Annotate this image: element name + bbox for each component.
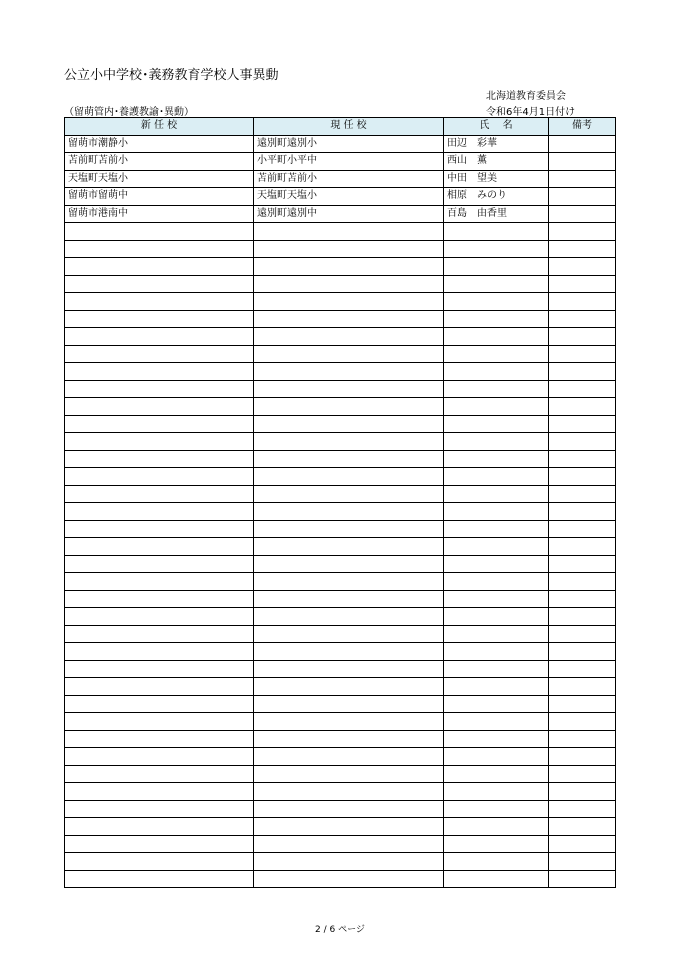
new-school-cell [65, 485, 254, 503]
new-school-cell [65, 258, 254, 276]
current-school-cell [254, 538, 444, 556]
table-row [65, 678, 616, 696]
remarks-cell [549, 153, 616, 171]
name-cell [444, 520, 549, 538]
table-row [65, 188, 616, 206]
remarks-cell [549, 660, 616, 678]
remarks-cell [549, 468, 616, 486]
name-cell [444, 695, 549, 713]
current-school-cell: 苫前町苫前小 [254, 170, 444, 188]
name-cell [444, 730, 549, 748]
new-school-cell [65, 730, 254, 748]
remarks-cell [549, 730, 616, 748]
new-school-cell [65, 345, 254, 363]
header-new-school: 新 任 校 [65, 118, 254, 136]
table-row [65, 765, 616, 783]
name-cell [444, 678, 549, 696]
remarks-cell [549, 625, 616, 643]
name-cell [444, 240, 549, 258]
current-school-cell [254, 853, 444, 871]
new-school-cell: 苫前町苫前小 [65, 153, 254, 171]
remarks-cell [549, 328, 616, 346]
remarks-cell [549, 590, 616, 608]
table-row [65, 748, 616, 766]
name-cell [444, 555, 549, 573]
page-number: 2 / 6 ページ [315, 925, 365, 935]
remarks-cell [549, 345, 616, 363]
name-cell [444, 748, 549, 766]
name-cell [444, 818, 549, 836]
table-row [65, 415, 616, 433]
table-row [65, 818, 616, 836]
new-school-cell [65, 660, 254, 678]
table-row [65, 433, 616, 451]
table-row [65, 328, 616, 346]
name-cell [444, 765, 549, 783]
remarks-cell [549, 293, 616, 311]
new-school-cell [65, 555, 254, 573]
new-school-cell [65, 818, 254, 836]
current-school-cell [254, 503, 444, 521]
name-cell [444, 835, 549, 853]
current-school-cell [254, 555, 444, 573]
remarks-cell [549, 765, 616, 783]
table-row [65, 310, 616, 328]
new-school-cell [65, 783, 254, 801]
name-cell [444, 625, 549, 643]
name-cell [444, 345, 549, 363]
current-school-cell [254, 345, 444, 363]
remarks-cell [549, 223, 616, 241]
remarks-cell [549, 450, 616, 468]
new-school-cell [65, 380, 254, 398]
new-school-cell [65, 748, 254, 766]
remarks-cell [549, 363, 616, 381]
table-row [65, 380, 616, 398]
current-school-cell [254, 468, 444, 486]
new-school-cell [65, 240, 254, 258]
remarks-cell [549, 678, 616, 696]
current-school-cell [254, 573, 444, 591]
remarks-cell [549, 275, 616, 293]
remarks-cell [549, 205, 616, 223]
new-school-cell [65, 538, 254, 556]
name-cell [444, 468, 549, 486]
name-cell: 百島 由香里 [444, 205, 549, 223]
name-cell [444, 293, 549, 311]
current-school-cell [254, 293, 444, 311]
remarks-cell [549, 695, 616, 713]
new-school-cell [65, 608, 254, 626]
name-cell [444, 363, 549, 381]
current-school-cell: 小平町小平中 [254, 153, 444, 171]
new-school-cell [65, 328, 254, 346]
remarks-cell [549, 135, 616, 153]
current-school-cell [254, 275, 444, 293]
new-school-cell [65, 713, 254, 731]
current-school-cell [254, 730, 444, 748]
name-cell: 中田 望美 [444, 170, 549, 188]
name-cell: 西山 薫 [444, 153, 549, 171]
table-header-row [65, 118, 616, 136]
new-school-cell [65, 643, 254, 661]
new-school-cell [65, 310, 254, 328]
new-school-cell [65, 415, 254, 433]
new-school-cell: 留萌市潮静小 [65, 135, 254, 153]
remarks-cell [549, 748, 616, 766]
remarks-cell [549, 713, 616, 731]
table-row [65, 485, 616, 503]
table-row [65, 853, 616, 871]
name-cell [444, 223, 549, 241]
name-cell [444, 713, 549, 731]
remarks-cell [549, 520, 616, 538]
table-row [65, 275, 616, 293]
remarks-cell [549, 380, 616, 398]
remarks-cell [549, 555, 616, 573]
remarks-cell [549, 503, 616, 521]
table-row [65, 345, 616, 363]
current-school-cell [254, 258, 444, 276]
new-school-cell [65, 590, 254, 608]
table-row [65, 258, 616, 276]
table-row [65, 223, 616, 241]
current-school-cell [254, 783, 444, 801]
name-cell [444, 538, 549, 556]
remarks-cell [549, 870, 616, 888]
new-school-cell [65, 468, 254, 486]
header-current-school: 現 任 校 [254, 118, 444, 136]
table-row [65, 293, 616, 311]
new-school-cell [65, 275, 254, 293]
remarks-cell [549, 310, 616, 328]
remarks-cell [549, 608, 616, 626]
table-row [65, 398, 616, 416]
current-school-cell [254, 520, 444, 538]
name-cell: 田辺 彩華 [444, 135, 549, 153]
current-school-cell [254, 800, 444, 818]
table-row [65, 695, 616, 713]
table-row [65, 870, 616, 888]
table-row [65, 608, 616, 626]
new-school-cell [65, 800, 254, 818]
name-cell [444, 380, 549, 398]
name-cell [444, 328, 549, 346]
name-cell [444, 450, 549, 468]
new-school-cell [65, 573, 254, 591]
current-school-cell [254, 870, 444, 888]
header-remarks: 備考 [549, 118, 616, 136]
current-school-cell [254, 608, 444, 626]
remarks-cell [549, 240, 616, 258]
current-school-cell [254, 835, 444, 853]
current-school-cell [254, 363, 444, 381]
name-cell [444, 643, 549, 661]
remarks-cell [549, 643, 616, 661]
table-row [65, 205, 616, 223]
table-row [65, 503, 616, 521]
current-school-cell [254, 678, 444, 696]
name-cell [444, 433, 549, 451]
name-cell [444, 258, 549, 276]
remarks-cell [549, 258, 616, 276]
new-school-cell [65, 678, 254, 696]
current-school-cell [254, 765, 444, 783]
new-school-cell [65, 223, 254, 241]
name-cell [444, 275, 549, 293]
table-row [65, 170, 616, 188]
table-row [65, 643, 616, 661]
table-body [65, 135, 616, 888]
new-school-cell [65, 625, 254, 643]
current-school-cell [254, 380, 444, 398]
issuer-name: 北海道教育委員会 [486, 91, 566, 102]
new-school-cell [65, 503, 254, 521]
table-row [65, 573, 616, 591]
current-school-cell [254, 660, 444, 678]
name-cell [444, 590, 549, 608]
remarks-cell [549, 800, 616, 818]
current-school-cell [254, 748, 444, 766]
name-cell [444, 485, 549, 503]
header-name: 氏 名 [444, 118, 549, 136]
remarks-cell [549, 415, 616, 433]
current-school-cell [254, 398, 444, 416]
table-row [65, 240, 616, 258]
new-school-cell [65, 293, 254, 311]
new-school-cell [65, 450, 254, 468]
name-cell [444, 310, 549, 328]
name-cell [444, 573, 549, 591]
new-school-cell: 天塩町天塩小 [65, 170, 254, 188]
current-school-cell [254, 818, 444, 836]
current-school-cell: 天塩町天塩小 [254, 188, 444, 206]
current-school-cell [254, 713, 444, 731]
current-school-cell [254, 328, 444, 346]
table-row [65, 660, 616, 678]
remarks-cell [549, 188, 616, 206]
document-title: 公立小中学校･義務教育学校人事異動 [64, 68, 279, 83]
remarks-cell [549, 433, 616, 451]
table-row [65, 730, 616, 748]
name-cell [444, 783, 549, 801]
current-school-cell [254, 590, 444, 608]
document-subtitle: （留萌管内･養護教諭･異動） [64, 107, 194, 118]
table-row [65, 783, 616, 801]
current-school-cell [254, 695, 444, 713]
table-row [65, 450, 616, 468]
table-row [65, 468, 616, 486]
name-cell [444, 870, 549, 888]
remarks-cell [549, 398, 616, 416]
table-row [65, 800, 616, 818]
new-school-cell [65, 695, 254, 713]
name-cell [444, 398, 549, 416]
current-school-cell [254, 310, 444, 328]
table-row [65, 135, 616, 153]
table-row [65, 713, 616, 731]
new-school-cell [65, 398, 254, 416]
name-cell [444, 608, 549, 626]
table-row [65, 520, 616, 538]
new-school-cell [65, 870, 254, 888]
current-school-cell [254, 433, 444, 451]
name-cell [444, 503, 549, 521]
current-school-cell [254, 450, 444, 468]
remarks-cell [549, 783, 616, 801]
current-school-cell: 遠別町遠別小 [254, 135, 444, 153]
name-cell [444, 415, 549, 433]
new-school-cell [65, 363, 254, 381]
table-row [65, 538, 616, 556]
new-school-cell [65, 835, 254, 853]
remarks-cell [549, 835, 616, 853]
current-school-cell: 遠別町遠別中 [254, 205, 444, 223]
remarks-cell [549, 573, 616, 591]
remarks-cell [549, 485, 616, 503]
table-row [65, 153, 616, 171]
transfer-table [64, 117, 616, 888]
name-cell [444, 800, 549, 818]
new-school-cell: 留萌市留萌中 [65, 188, 254, 206]
current-school-cell [254, 625, 444, 643]
name-cell: 相原 みのり [444, 188, 549, 206]
current-school-cell [254, 485, 444, 503]
current-school-cell [254, 223, 444, 241]
current-school-cell [254, 643, 444, 661]
name-cell [444, 660, 549, 678]
current-school-cell [254, 240, 444, 258]
remarks-cell [549, 170, 616, 188]
remarks-cell [549, 818, 616, 836]
name-cell [444, 853, 549, 871]
new-school-cell [65, 433, 254, 451]
table-row [65, 363, 616, 381]
table-row [65, 590, 616, 608]
table-row [65, 625, 616, 643]
new-school-cell [65, 765, 254, 783]
effective-date: 令和6年4月1日付け [486, 107, 576, 118]
table-row [65, 555, 616, 573]
new-school-cell [65, 853, 254, 871]
new-school-cell: 留萌市港南中 [65, 205, 254, 223]
remarks-cell [549, 853, 616, 871]
current-school-cell [254, 415, 444, 433]
new-school-cell [65, 520, 254, 538]
table-row [65, 835, 616, 853]
remarks-cell [549, 538, 616, 556]
